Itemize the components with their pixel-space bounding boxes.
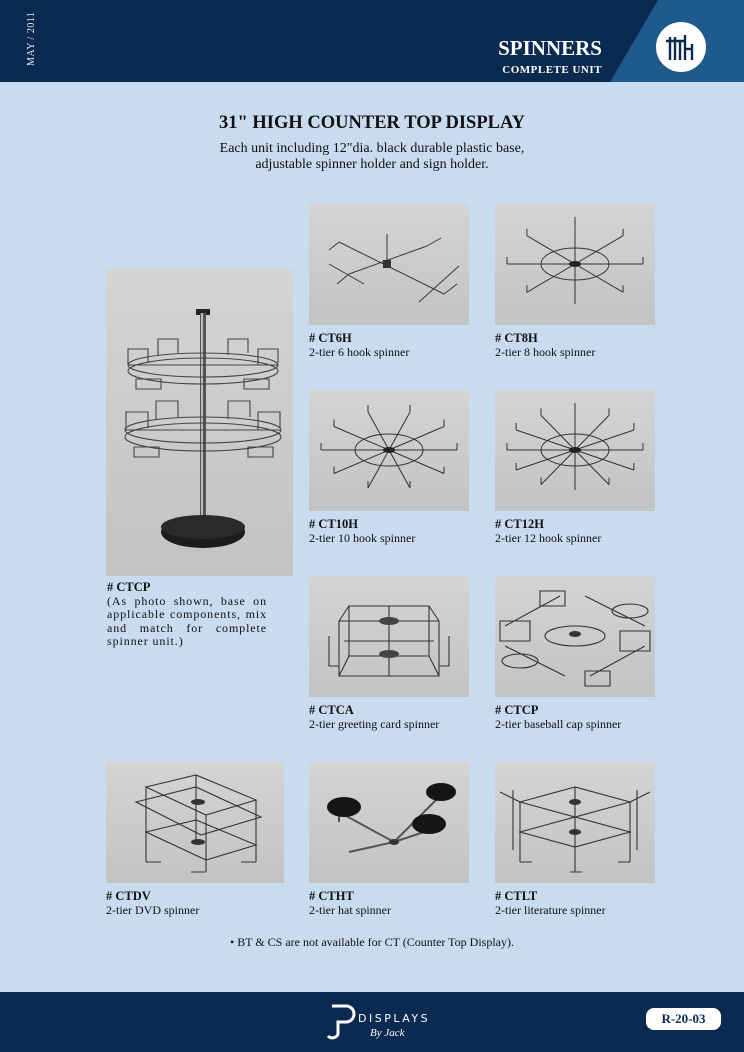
product-photo-ctht — [309, 762, 469, 883]
product-caption-ctca — [309, 703, 439, 731]
page-code-badge: R-20-03 — [646, 1008, 721, 1030]
product-photo-complete-unit — [106, 269, 293, 576]
section-subtitle: COMPLETE UNIT — [502, 64, 602, 76]
product-photo-ctcp-cap — [495, 576, 655, 697]
page-header — [0, 0, 744, 82]
product-code: # CT8H — [495, 331, 538, 345]
brand-logo — [326, 1000, 431, 1044]
product-description: 2-tier greeting card spinner — [309, 717, 440, 731]
product-code: # CT12H — [495, 517, 544, 531]
brand-mark-icon — [326, 1000, 356, 1044]
product-description: 2-tier 8 hook spinner — [495, 345, 596, 359]
product-caption-ct12h — [495, 517, 601, 545]
product-code: # CTHT — [309, 889, 354, 903]
issue-date: MAY / 2011 — [26, 12, 37, 67]
product-description: 2-tier hat spinner — [309, 903, 391, 917]
company-monogram-icon — [656, 22, 706, 72]
product-description: 2-tier DVD spinner — [106, 903, 200, 917]
product-caption-ct8h — [495, 331, 595, 359]
product-code: # CTCA — [309, 703, 354, 717]
product-code: # CT10H — [309, 517, 358, 531]
product-code: # CTCP — [495, 703, 539, 717]
product-photo-ct12h — [495, 390, 655, 511]
product-caption-ct10h — [309, 517, 415, 545]
product-code: # CTLT — [495, 889, 538, 903]
main-product-caption — [107, 581, 267, 649]
availability-note: • BT & CS are not available for CT (Counter Top Display). — [230, 935, 514, 949]
product-description: 2-tier 12 hook spinner — [495, 531, 602, 545]
product-code: # CTDV — [106, 889, 151, 903]
section-title: SPINNERS — [498, 36, 602, 60]
main-product-description: (As photo shown, base on applicable components, mix and match for complete spinner unit.) — [107, 593, 267, 648]
product-caption-ct6h — [309, 331, 409, 359]
subtitle-line-2: adjustable spinner holder and sign holder. — [255, 157, 489, 172]
product-description: 2-tier literature spinner — [495, 903, 606, 917]
product-photo-ctca — [309, 576, 469, 697]
product-caption-ctcp-cap — [495, 703, 621, 731]
product-caption-ctht — [309, 889, 391, 917]
product-photo-ct10h — [309, 390, 469, 511]
product-description: 2-tier 10 hook spinner — [309, 531, 416, 545]
product-code: # CT6H — [309, 331, 352, 345]
product-photo-ct6h — [309, 204, 469, 325]
product-photo-ctlt — [495, 762, 655, 883]
product-caption-ctdv — [106, 889, 199, 917]
brand-tagline: By Jack — [370, 1027, 405, 1039]
brand-name: DISPLAYS — [358, 1012, 431, 1025]
page-title: 31" HIGH COUNTER TOP DISPLAY — [219, 113, 525, 133]
page-subtitle — [0, 141, 744, 173]
product-description: 2-tier baseball cap spinner — [495, 717, 622, 731]
subtitle-line-1: Each unit including 12"dia. black durable plastic base, — [219, 141, 525, 156]
product-photo-ct8h — [495, 204, 655, 325]
product-caption-ctlt — [495, 889, 606, 917]
product-description: 2-tier 6 hook spinner — [309, 345, 410, 359]
main-product-code: # CTCP — [107, 580, 151, 594]
product-photo-ctdv — [106, 762, 284, 883]
